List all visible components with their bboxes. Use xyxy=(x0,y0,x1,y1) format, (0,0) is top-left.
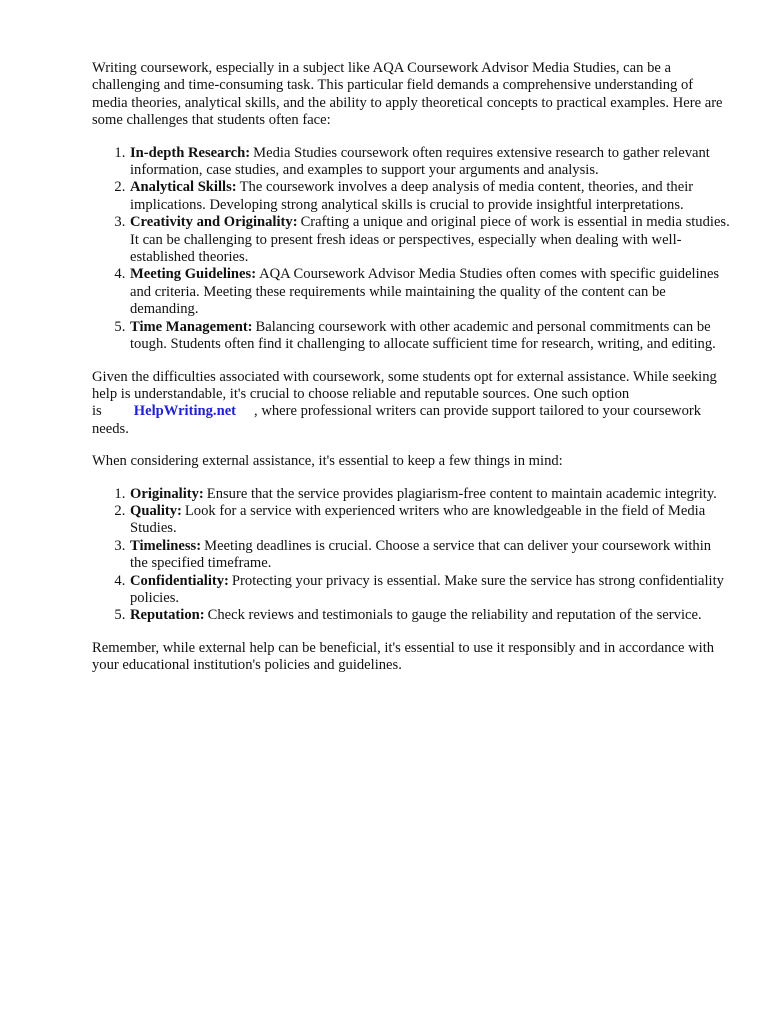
challenges-list xyxy=(92,145,732,354)
consideration-title: Timeliness: xyxy=(130,537,202,554)
consideration-item xyxy=(129,573,732,608)
consideration-item xyxy=(129,538,732,573)
challenge-item xyxy=(129,214,732,266)
challenge-text: AQA Coursework Advisor Media Studies often comes with specific guidelines and criteria. Meeting these requirements while maintaining the quality of the content can be demanding. xyxy=(130,266,720,318)
intro-paragraph: Writing coursework, especially in a subject like AQA Coursework Advisor Media Studies, can be a challenging and time-consuming task. This particular field demands a comprehensive understanding of media theories, analytical skills, and the ability to apply theoretical concepts to practical examples. Here are some challenges that students often face: xyxy=(92,60,723,129)
consideration-title: Quality: xyxy=(130,502,182,519)
closing-paragraph: Remember, while external help can be beneficial, it's essential to use it responsibly and in accordance with your educational institution's policies and guidelines. xyxy=(92,639,715,674)
challenge-title: Time Management: xyxy=(130,318,253,335)
consideration-text: Look for a service with experienced writers who are knowledgeable in the field of Media Studies. xyxy=(130,502,706,537)
consideration-item xyxy=(129,607,732,624)
assistance-paragraph xyxy=(92,369,732,439)
challenge-text: Media Studies coursework often requires extensive research to gather relevant information, case studies, and examples to support your arguments and analysis. xyxy=(130,144,710,179)
challenge-item xyxy=(129,145,732,180)
assistance-text-before: Given the difficulties associated with coursework, some students opt for external assistance. While seeking help is understandable, it's crucial to choose reliable and reputable sources. One such option is xyxy=(92,368,717,420)
consideration-text: Protecting your privacy is essential. Make sure the service has strong confidentiality policies. xyxy=(130,572,724,606)
challenge-text: Balancing coursework with other academic and personal commitments can be tough. Students often find it challenging to allocate sufficient time for research, writing, and editing. xyxy=(130,318,716,353)
consideration-title: Reputation: xyxy=(130,607,205,624)
challenge-title: Meeting Guidelines: xyxy=(130,266,257,283)
consideration-title: Originality: xyxy=(130,485,204,502)
considerations-intro: When considering external assistance, it's essential to keep a few things in mind: xyxy=(92,453,563,470)
challenge-item xyxy=(129,319,732,354)
consideration-text: Ensure that the service provides plagiarism-free content to maintain academic integrity. xyxy=(206,485,717,502)
consideration-item xyxy=(129,486,732,503)
assistance-text-after: , where professional writers can provide support tailored to your coursework needs. xyxy=(92,403,702,437)
challenge-item xyxy=(129,179,732,214)
challenge-item xyxy=(129,266,732,318)
consideration-text: Meeting deadlines is crucial. Choose a service that can deliver your coursework within the specified timeframe. xyxy=(130,537,712,572)
considerations-list xyxy=(92,486,732,625)
consideration-item xyxy=(129,503,732,538)
document-page xyxy=(92,60,732,690)
challenge-title: In-depth Research: xyxy=(130,144,251,161)
challenge-text: Crafting a unique and original piece of work is essential in media studies. It can be challenging to present fresh ideas or perspectives, especially when dealing with well-established theories. xyxy=(130,214,730,266)
challenge-title: Creativity and Originality: xyxy=(130,214,298,231)
consideration-text: Check reviews and testimonials to gauge the reliability and reputation of the service. xyxy=(207,607,702,624)
challenge-title: Analytical Skills: xyxy=(130,179,237,196)
challenge-text: The coursework involves a deep analysis of media content, theories, and their implications. Developing strong analytical skills is crucial to provide insightful interpretations. xyxy=(130,179,694,213)
helpwriting-link[interactable]: HelpWriting.net xyxy=(133,403,237,420)
consideration-title: Confidentiality: xyxy=(130,572,229,589)
